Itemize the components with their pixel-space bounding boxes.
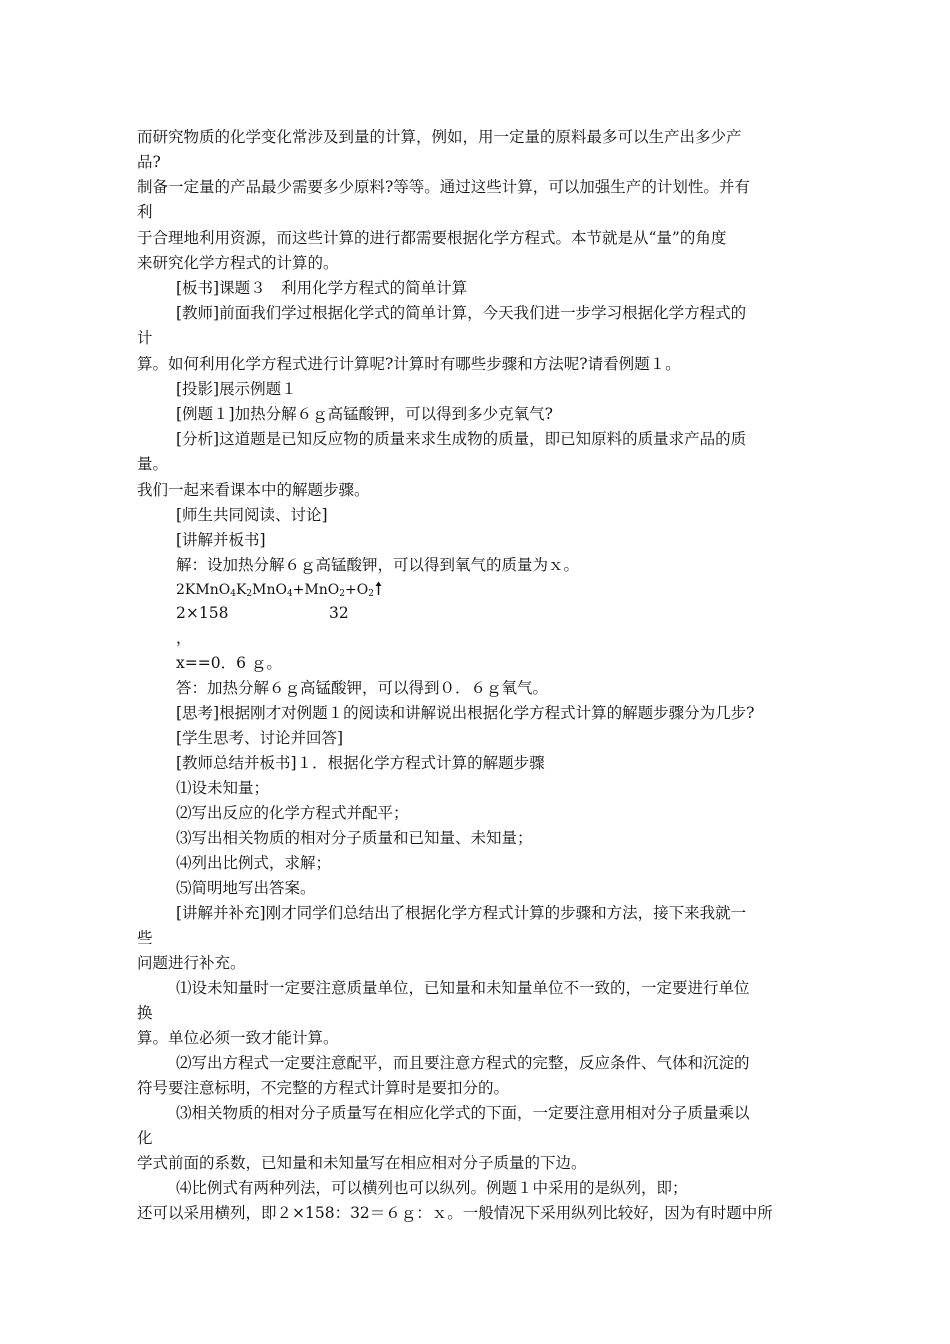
text-line: 化: [137, 1129, 153, 1147]
text-line: 学式前面的系数，已知量和未知量写在相应相对分子质量的下边。: [137, 1154, 587, 1172]
solution-line: 解：设加热分解６ｇ高锰酸钾，可以得到氧气的质量为ｘ。: [176, 556, 580, 574]
step-item: ⑵写出反应的化学方程式并配平；: [176, 804, 409, 822]
text-line: 制备一定量的产品最少需要多少原料?等等。通过这些计算，可以加强生产的计划性。并有: [137, 178, 750, 196]
text-line: [学生思考、讨论并回答]: [176, 729, 344, 747]
mass-row: [176, 603, 576, 623]
text-line: 算。如何利用化学方程式进行计算呢?计算时有哪些步骤和方法呢?请看例题１。: [137, 355, 681, 373]
text-line: [投影]展示例题１: [176, 380, 297, 398]
step-item: ⑴设未知量；: [176, 779, 270, 797]
text-line: 问题进行补充。: [137, 954, 246, 972]
board-title: [板书]课题３ 利用化学方程式的简单计算: [176, 279, 468, 297]
text-line: ⑷比例式有两种列法，可以横列也可以纵列。例题１中采用的是纵列，即；: [176, 1179, 688, 1197]
chemical-equation: $2KMnO_4K_2MnO_4+MnO_2+O_2$: [176, 580, 382, 604]
text-line: [教师总结并板书]１．根据化学方程式计算的解题步骤: [176, 754, 545, 772]
step-item: ⑶写出相关物质的相对分子质量和已知量、未知量；: [176, 829, 533, 847]
text-line: [讲解并补充]刚才同学们总结出了根据化学方程式计算的步骤和方法，接下来我就一: [176, 904, 747, 922]
text-line: [教师]前面我们学过根据化学式的简单计算，今天我们进一步学习根据化学方程式的: [176, 304, 747, 322]
text-line: ⑶相关物质的相对分子质量写在相应化学式的下面，一定要注意用相对分子质量乘以: [176, 1104, 750, 1122]
text-line: [分析]这道题是已知反应物的质量来求生成物的质量，即已知原料的质量求产品的质: [176, 430, 747, 448]
step-item: ⑷列出比例式，求解；: [176, 854, 332, 872]
text-line: 还可以采用横列，即２×158：32＝６ｇ：ｘ。一般情况下采用纵列比较好，因为有时题中所: [137, 1204, 773, 1222]
text-line: [讲解并板书]: [176, 531, 266, 549]
text-line: ⑴设未知量时一定要注意质量单位，已知量和未知量单位不一致的，一定要进行单位: [176, 979, 750, 997]
text-line: 些: [137, 929, 153, 947]
mass-left: 2×158: [176, 604, 229, 622]
text-line: 换: [137, 1004, 153, 1022]
example-question: [例题１]加热分解６ｇ高锰酸钾，可以得到多少克氧气?: [176, 405, 553, 423]
text-line: 于合理地利用资源，而这些计算的进行都需要根据化学方程式。本节就是从“量”的角度: [137, 229, 727, 247]
gas-arrow-icon: [375, 581, 382, 596]
answer-line: 答：加热分解６ｇ高锰酸钾，可以得到０．６ｇ氧气。: [176, 679, 549, 697]
text-line: [思考]根据刚才对例题１的阅读和讲解说出根据化学方程式计算的解题步骤分为几步?: [176, 704, 755, 722]
text-line: 算。单位必须一致才能计算。: [137, 1029, 339, 1047]
text-line: ⑵写出方程式一定要注意配平，而且要注意方程式的完整，反应条件、气体和沉淀的: [176, 1054, 750, 1072]
mass-right: 32: [329, 604, 349, 622]
text-line: 量。: [137, 455, 169, 473]
text-line: 符号要注意标明，不完整的方程式计算时是要扣分的。: [137, 1079, 510, 1097]
step-item: ⑸简明地写出答案。: [176, 879, 316, 897]
text-line: 利: [137, 203, 153, 221]
text-line: 我们一起来看课本中的解题步骤。: [137, 481, 370, 499]
text-line: 而研究物质的化学变化常涉及到量的计算，例如，用一定量的原料最多可以生产出多少产: [137, 128, 742, 146]
text-line: [师生共同阅读、讨论]: [176, 506, 328, 524]
text-line: 计: [137, 329, 153, 347]
comma: ，: [176, 629, 192, 647]
text-line: 品?: [137, 153, 161, 171]
text-line: 来研究化学方程式的计算的。: [137, 254, 339, 272]
result-line: x==0．6 ｇ。: [176, 654, 282, 672]
